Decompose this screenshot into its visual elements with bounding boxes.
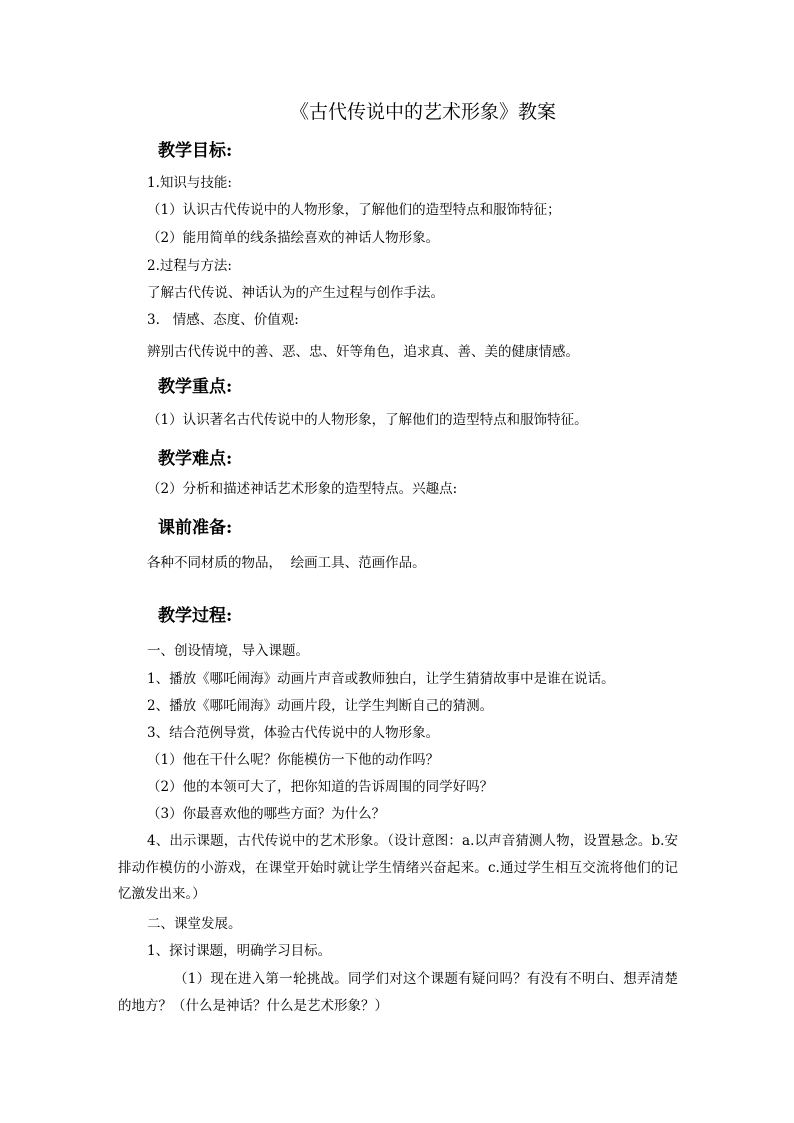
- key-points-heading: 教学重点:: [158, 377, 233, 397]
- objectives-heading: 教学目标:: [158, 141, 233, 161]
- difficulties-text: （2）分析和描述神话艺术形象的造型特点。兴趣点:: [147, 481, 458, 497]
- process-step: 1、播放《哪吒闹海》动画片声音或教师独白，让学生猜猜故事中是谁在说话。: [147, 671, 615, 687]
- knowledge-title: 1.知识与技能:: [147, 175, 232, 191]
- preparation-heading: 课前准备:: [158, 518, 233, 538]
- process-part2-step1: 1、探讨课题，明确学习目标。: [147, 943, 332, 959]
- difficulties-heading: 教学难点:: [158, 449, 233, 469]
- process-step: （2）他的本领可大了，把你知道的告诉周围的同学好吗？: [147, 779, 494, 795]
- process-text: 了解古代传说、神话认为的产生过程与创作手法。: [147, 285, 444, 301]
- process-step: 2、播放《哪吒闹海》动画片段，让学生判断自己的猜测。: [147, 698, 494, 714]
- process-heading: 教学过程:: [158, 606, 233, 626]
- document-title: 《古代传说中的艺术形象》教案: [289, 101, 556, 123]
- process-title: 2.过程与方法:: [147, 258, 232, 274]
- preparation-text: 各种不同材质的物品， 绘画工具、范画作品。: [147, 555, 426, 571]
- knowledge-item: （2）能用简单的线条描绘喜欢的神话人物形象。: [147, 230, 440, 246]
- process-step: （3）你最喜欢他的哪些方面？为什么？: [147, 806, 386, 822]
- process-step: （1）他在干什么呢？你能模仿一下他的动作吗？: [147, 752, 440, 768]
- process-part1-title: 一、创设情境，导入课题。: [147, 643, 309, 659]
- knowledge-item: （1）认识古代传说中的人物形象，了解他们的造型特点和服饰特征；: [147, 202, 561, 218]
- process-part2-title: 二、课堂发展。: [147, 916, 242, 932]
- emotion-text: 辨别古代传说中的善、恶、忠、奸等角色，追求真、善、美的健康情感。: [147, 344, 579, 360]
- process-part2-sub1: （1）现在进入第一轮挑战。同学们对这个课题有疑问吗？有没有不明白、想弄清楚的地方？（什么是神话？什么是艺术形象？）: [118, 971, 678, 1014]
- emotion-title: 3. 情感、态度、价值观:: [147, 312, 299, 328]
- process-step: 3、结合范例导赏，体验古代传说中的人物形象。: [147, 725, 440, 741]
- key-points-text: （1）认识著名古代传说中的人物形象，了解他们的造型特点和服饰特征。: [147, 412, 588, 428]
- process-step4-paragraph: 4、出示课题，古代传说中的艺术形象。（设计意图：a.以声音猜测人物，设置悬念。b.安排动作模仿的小游戏，在课堂开始时就让学生情绪兴奋起来。c.通过学生相互交流将他们的记忆激发出来。）: [118, 833, 678, 902]
